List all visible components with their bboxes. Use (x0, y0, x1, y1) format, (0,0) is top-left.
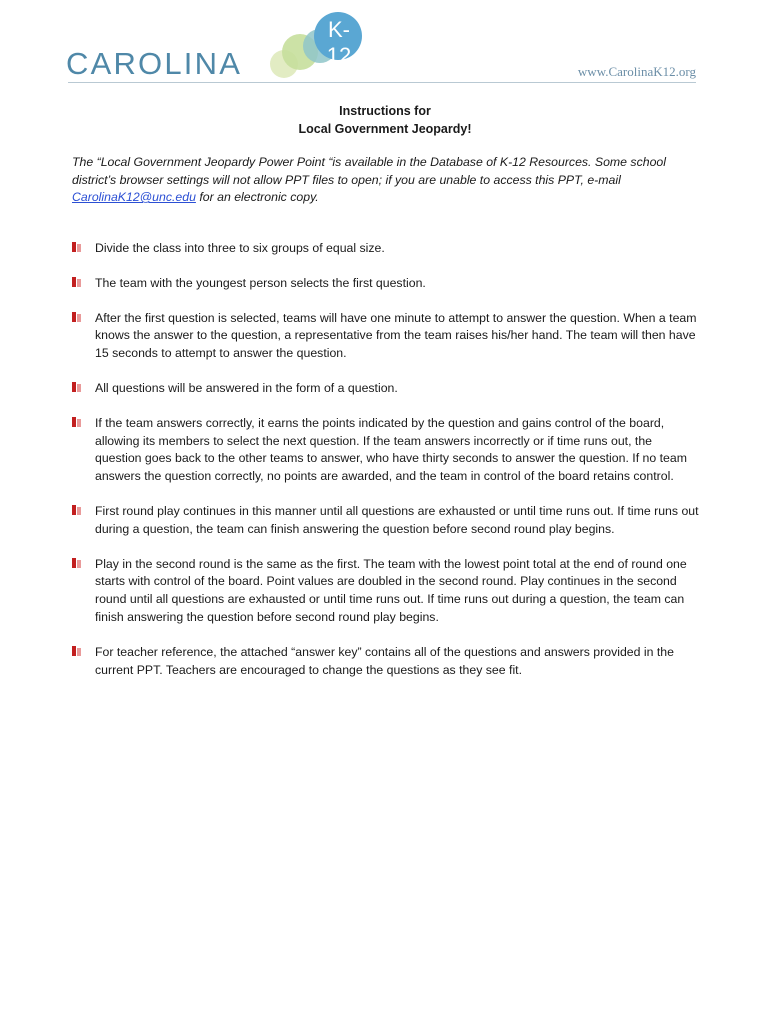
intro-paragraph (72, 154, 702, 207)
intro-text: The “Local Government Jeopardy Power Point “is available in the Database of K-12 Resources. Some school district’s browser settings will not allow PPT files to open; if you are unable to access this PPT, e-mail (72, 155, 666, 187)
title-line-1: Instructions for (339, 104, 431, 118)
document-header (0, 0, 770, 90)
list-item-text: After the first question is selected, teams will have one minute to attempt to answer the question. When a team knows the answer to the question, a representative from the team raises his/her hand. The team will then have 15 seconds to attempt to answer the question. (95, 310, 697, 361)
list-item-text: Play in the second round is the same as the first. The team with the lowest point total at the end of round one starts with control of the board. Point values are doubled in the second round. Play continues in the second round until all questions are exhausted or until time runs out. If time runs out during a question, the team can finish answering the question before second round play begins. (95, 556, 687, 624)
list-item-text: For teacher reference, the attached “answer key” contains all of the questions and answers provided in the current PPT. Teachers are encouraged to change the questions as they see fit. (95, 644, 674, 677)
list-item-text: All questions will be answered in the form of a question. (95, 380, 398, 395)
list-item-text: Divide the class into three to six groups of equal size. (95, 241, 385, 255)
list-item (72, 380, 700, 398)
site-url[interactable]: www.CarolinaK12.org (577, 64, 696, 79)
bullet-icon (72, 646, 81, 656)
email-link[interactable]: CarolinaK12@unc.edu (72, 190, 196, 204)
list-item (72, 644, 700, 680)
list-item (72, 556, 700, 627)
bullet-icon (72, 417, 81, 427)
document-title (0, 102, 770, 138)
bullet-icon (72, 242, 81, 252)
bullet-icon (72, 312, 81, 322)
list-item (72, 503, 700, 539)
carolina-logo-text: CAROLINA (66, 46, 243, 81)
header-divider (68, 82, 696, 83)
instruction-list (72, 240, 700, 696)
bullet-icon (72, 505, 81, 515)
list-item (72, 275, 700, 293)
title-line-2: Local Government Jeopardy! (298, 122, 472, 136)
list-item-text: The team with the youngest person selects the first question. (95, 275, 426, 290)
list-item (72, 240, 700, 258)
list-item-text: If the team answers correctly, it earns the points indicated by the question and gains control of the board, allowing its members to select the next question. If the team answers incorrectly or if time runs out, the question goes back to the other teams to answer, who have thirty seconds to answer the question. If no team answers the question correctly, no points are awarded, and the team in control of the board retains control. (95, 415, 687, 484)
logo-badge: K-12 (326, 17, 352, 68)
bullet-icon (72, 277, 81, 287)
list-item-text: First round play continues in this manner until all questions are exhausted or until time runs out. If time runs out during a question, the team can finish answering the question before second round play begins. (95, 503, 699, 536)
intro-text-end: for an electronic copy. (195, 190, 319, 204)
list-item (72, 415, 700, 486)
list-item (72, 310, 700, 363)
bullet-icon (72, 382, 81, 392)
bullet-icon (72, 558, 81, 568)
